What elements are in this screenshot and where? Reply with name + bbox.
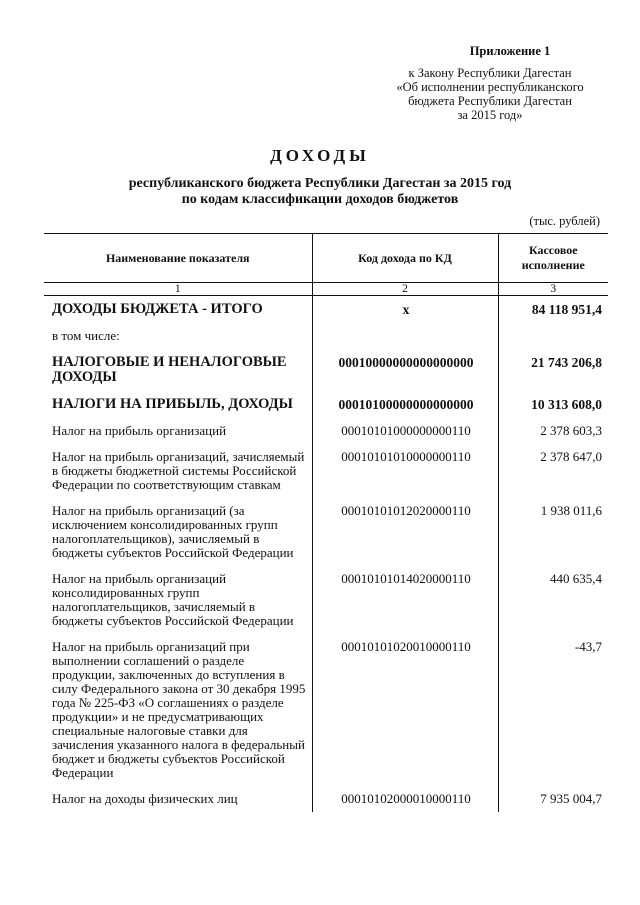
row-name: НАЛОГИ НА ПРИБЫЛЬ, ДОХОДЫ [52,396,293,412]
row-name: Налог на прибыль организаций консолидированных групп налогоплательщиков, зачисляемый в бюджеты субъектов Российской Федерации [52,571,294,628]
subtitle-line: республиканского бюджета Республики Дагестан за 2015 год [128,176,512,191]
row-amount: 2 378 603,3 [498,418,608,444]
appendix-title: Приложение 1 [469,44,551,58]
row-amount: 84 118 951,4 [498,296,608,324]
document-title: ДОХОДЫ [270,146,370,165]
row-name: Налог на прибыль организаций, зачисляемый в бюджеты бюджетной системы Российской Федерации по соответствующим ставкам [52,449,305,492]
column-number-row [44,283,608,296]
row-code [312,323,498,349]
appendix-line: к Закону Республики Дагестан [408,66,572,80]
header-amount: Кассовое исполнение [498,234,608,283]
row-code: 00010101020010000110 [312,634,498,786]
row-code: 00010101010000000110 [312,444,498,498]
table-row [44,566,608,634]
appendix-line: «Об исполнении республиканского [396,80,584,94]
row-amount: 440 635,4 [498,566,608,634]
row-code: 00010101000000000110 [312,418,498,444]
row-amount: 1 938 011,6 [498,498,608,566]
table-row [44,323,608,349]
row-code: 00010100000000000000 [312,391,498,418]
row-name: Налог на прибыль организаций (за исключением консолидированных групп налогоплательщиков), зачисляемый в бюджеты субъектов Российской Федерации [52,503,294,560]
row-name: в том числе: [52,328,120,343]
table-row [44,444,608,498]
row-code: 00010102000010000110 [312,786,498,812]
appendix-line: за 2015 год» [457,108,523,122]
table-row [44,296,608,324]
column-number: 3 [498,283,608,296]
table-row [44,391,608,418]
row-name: НАЛОГОВЫЕ И НЕНАЛОГОВЫЕ ДОХОДЫ [52,354,287,385]
appendix-line: бюджета Республики Дагестан [408,94,572,108]
row-name: Налог на доходы физических лиц [52,791,238,806]
table-row [44,418,608,444]
subtitle-line: по кодам классификации доходов бюджетов [181,192,459,207]
row-code: 00010101014020000110 [312,566,498,634]
row-name: Налог на прибыль организаций при выполнении соглашений о разделе продукции, заключенных до вступления в силу Федерального закона от 30 декабря 1995 года № 225-ФЗ «О соглашениях о разделе продукции» и не предусматривающих специальные налоговые ставки для зачисления указанного налога в федеральный бюджет и бюджеты субъектов Российской Федерации [52,639,306,780]
row-amount: 10 313 608,0 [498,391,608,418]
table-row [44,634,608,786]
table-row [44,349,608,391]
header-name: Наименование показателя [44,234,312,283]
row-amount: 21 743 206,8 [498,349,608,391]
row-name: Налог на прибыль организаций [52,423,227,438]
header-code: Код дохода по КД [312,234,498,283]
table-row [44,498,608,566]
row-amount [498,323,608,349]
row-code: 00010101012020000110 [312,498,498,566]
row-amount: 7 935 004,7 [498,786,608,812]
appendix-block [380,44,600,122]
row-name: ДОХОДЫ БЮДЖЕТА - ИТОГО [52,301,263,317]
units-label: (тыс. рублей) [529,214,600,228]
document-subtitle [0,176,640,208]
row-amount: -43,7 [498,634,608,786]
row-code: x [312,296,498,324]
row-code: 00010000000000000000 [312,349,498,391]
row-amount: 2 378 647,0 [498,444,608,498]
column-number: 1 [44,283,312,296]
column-number: 2 [312,283,498,296]
table-row [44,786,608,812]
revenue-table [44,233,608,812]
table-header-row [44,234,608,283]
